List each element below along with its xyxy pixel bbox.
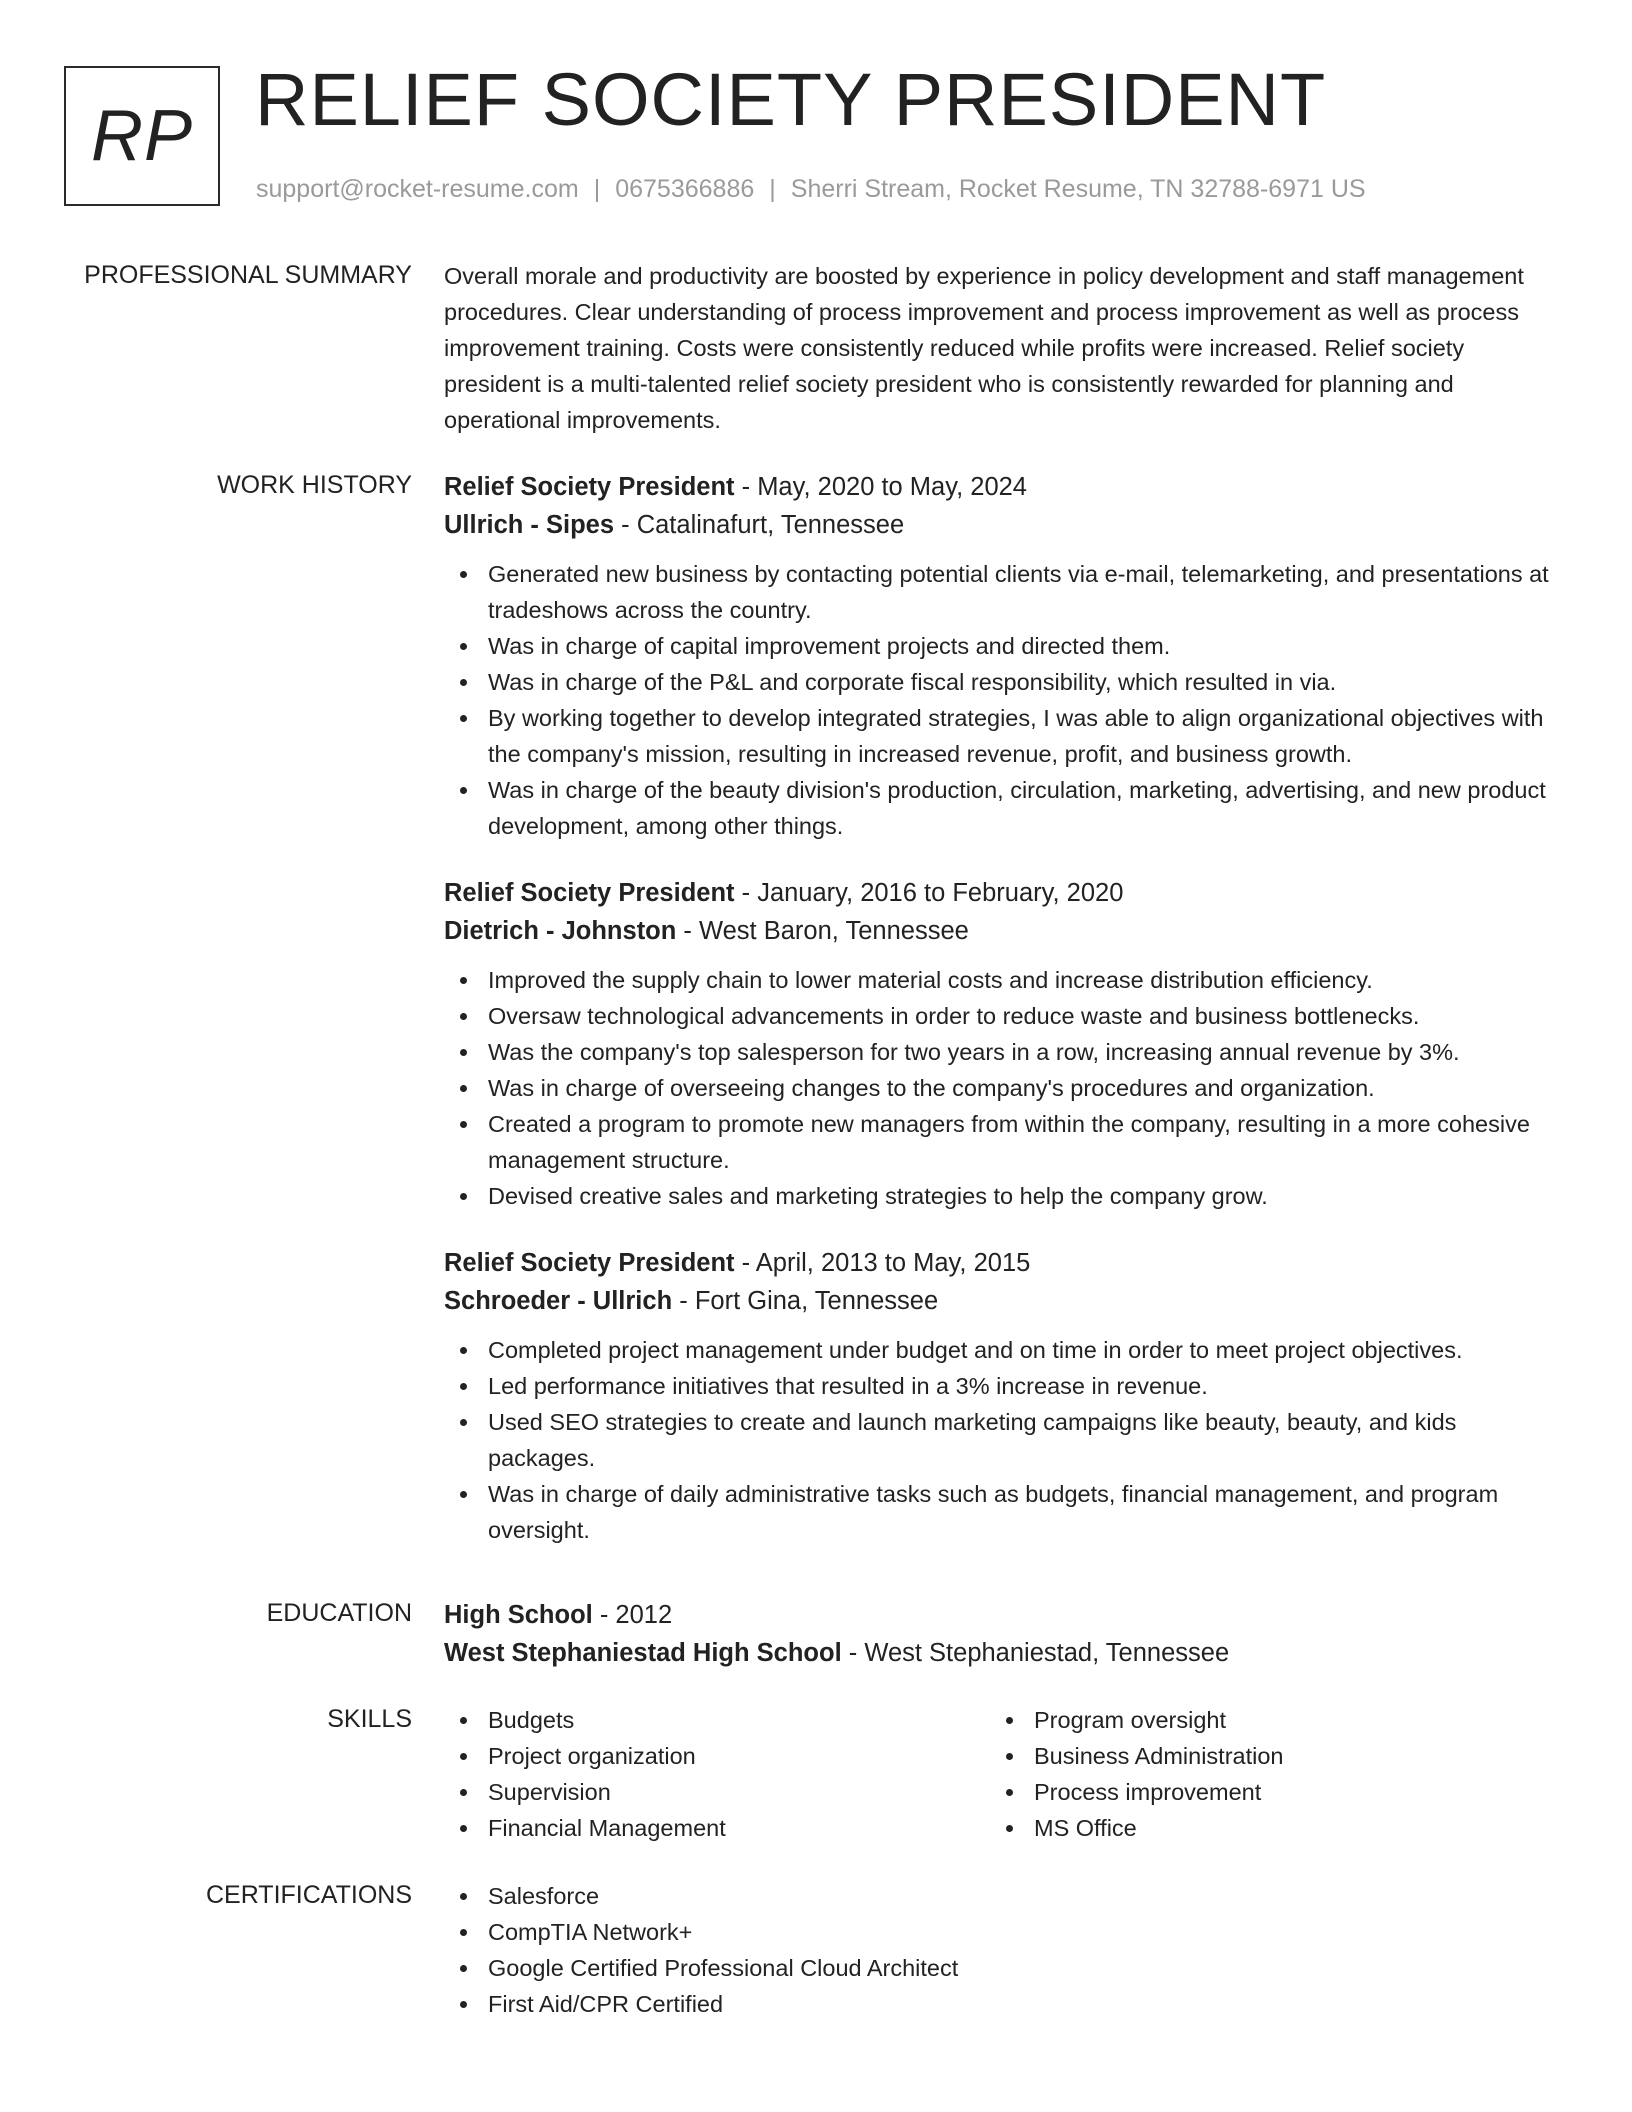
job-location: - Catalinafurt, Tennessee	[614, 511, 905, 539]
skill-item: Project organization	[444, 1738, 990, 1774]
job-company: Dietrich - Johnston	[444, 917, 677, 945]
skill-item: Business Administration	[990, 1738, 1536, 1774]
education-school-line	[444, 1634, 1554, 1672]
section-label-work-history: WORK HISTORY	[217, 471, 412, 499]
contact-address: Sherri Stream, Rocket Resume, TN 32788-6971 US	[790, 175, 1366, 203]
job-bullet: Improved the supply chain to lower material costs and increase distribution efficiency.	[444, 962, 1554, 998]
certification-item: CompTIA Network+	[444, 1914, 1554, 1950]
job-bullet: Was in charge of capital improvement projects and directed them.	[444, 628, 1554, 664]
certifications-body	[444, 1878, 1554, 2022]
summary-text: Overall morale and productivity are boosted by experience in policy development and staff management procedures. Clear understanding of process improvement and process improvement as well as process improvement training. Costs were consistently reduced while profits were increased. Relief society president is a multi-talented relief society president who is consistently rewarded for planning and operational improvements.	[444, 263, 1524, 433]
job-company: Schroeder - Ullrich	[444, 1287, 673, 1315]
job-title: Relief Society President	[444, 473, 735, 501]
monogram-box	[64, 66, 220, 206]
job-bullet: Used SEO strategies to create and launch marketing campaigns like beauty, beauty, and kids packages.	[444, 1404, 1554, 1476]
education-degree-line	[444, 1596, 1554, 1634]
job-bullet: Completed project management under budget and on time in order to meet project objectives.	[444, 1332, 1554, 1368]
education-body	[444, 1596, 1554, 1672]
job-bullets	[444, 1332, 1554, 1548]
education-school: West Stephaniestad High School	[444, 1639, 842, 1667]
section-label-skills: SKILLS	[327, 1705, 412, 1733]
job-location: - Fort Gina, Tennessee	[672, 1287, 939, 1315]
contact-line	[256, 174, 1366, 204]
work-history-body	[444, 468, 1554, 1578]
contact-email: support@rocket-resume.com	[256, 175, 579, 203]
skill-item: Financial Management	[444, 1810, 990, 1846]
summary-body	[444, 258, 1554, 438]
skill-item: Supervision	[444, 1774, 990, 1810]
resume-title: RELIEF SOCIETY PRESIDENT	[255, 58, 1327, 141]
education-degree: High School	[444, 1601, 593, 1629]
job-bullet: Created a program to promote new managers from within the company, resulting in a more cohesive management structure.	[444, 1106, 1554, 1178]
contact-separator: |	[593, 175, 601, 203]
contact-separator: |	[769, 175, 776, 203]
job-company-line	[444, 1282, 1554, 1320]
skills-column-left	[444, 1702, 990, 1846]
job-title-line	[444, 1244, 1554, 1282]
job-bullet: Oversaw technological advancements in order to reduce waste and business bottlenecks.	[444, 998, 1554, 1034]
job-bullet: Led performance initiatives that resulted in a 3% increase in revenue.	[444, 1368, 1554, 1404]
job-entry	[444, 1244, 1554, 1548]
certifications-list	[444, 1878, 1554, 2022]
job-entry	[444, 874, 1554, 1214]
job-location: - West Baron, Tennessee	[676, 917, 969, 945]
job-bullet: Was in charge of overseeing changes to the company's procedures and organization.	[444, 1070, 1554, 1106]
certification-item: Google Certified Professional Cloud Architect	[444, 1950, 1554, 1986]
skill-item: Program oversight	[990, 1702, 1536, 1738]
job-company: Ullrich - Sipes	[444, 511, 615, 539]
job-bullet: Was in charge of daily administrative tasks such as budgets, financial management, and program oversight.	[444, 1476, 1554, 1548]
skill-item: Process improvement	[990, 1774, 1536, 1810]
education-location: - West Stephaniestad, Tennessee	[841, 1639, 1230, 1667]
skills-body	[444, 1702, 1554, 1846]
job-entry	[444, 468, 1554, 844]
job-bullets	[444, 962, 1554, 1214]
job-dates: - January, 2016 to February, 2020	[734, 879, 1124, 907]
certification-item: First Aid/CPR Certified	[444, 1986, 1554, 2022]
job-bullet: Generated new business by contacting potential clients via e-mail, telemarketing, and presentations at tradeshows across the country.	[444, 556, 1554, 628]
section-label-summary: PROFESSIONAL SUMMARY	[84, 261, 412, 289]
job-company-line	[444, 912, 1554, 950]
job-title: Relief Society President	[444, 1249, 735, 1277]
monogram-text: RP	[90, 96, 194, 176]
job-title: Relief Society President	[444, 879, 735, 907]
job-bullet: Devised creative sales and marketing strategies to help the company grow.	[444, 1178, 1554, 1214]
skills-column-right	[990, 1702, 1536, 1846]
job-company-line	[444, 506, 1554, 544]
contact-phone: 0675366886	[615, 175, 755, 203]
certification-item: Salesforce	[444, 1878, 1554, 1914]
job-bullet: By working together to develop integrated strategies, I was able to align organizational objectives with the company's mission, resulting in increased revenue, profit, and business growth.	[444, 700, 1554, 772]
education-year: - 2012	[592, 1601, 673, 1629]
skill-item: MS Office	[990, 1810, 1536, 1846]
section-label-education: EDUCATION	[266, 1599, 412, 1627]
job-bullets	[444, 556, 1554, 844]
job-dates: - May, 2020 to May, 2024	[734, 473, 1027, 501]
job-bullet: Was the company's top salesperson for two years in a row, increasing annual revenue by 3%.	[444, 1034, 1554, 1070]
skills-grid	[444, 1702, 1554, 1846]
job-title-line	[444, 874, 1554, 912]
job-dates: - April, 2013 to May, 2015	[734, 1249, 1031, 1277]
section-label-certifications: CERTIFICATIONS	[205, 1881, 412, 1909]
job-bullet: Was in charge of the P&L and corporate fiscal responsibility, which resulted in via.	[444, 664, 1554, 700]
job-title-line	[444, 468, 1554, 506]
skill-item: Budgets	[444, 1702, 990, 1738]
job-bullet: Was in charge of the beauty division's production, circulation, marketing, advertising, and new product development, among other things.	[444, 772, 1554, 844]
